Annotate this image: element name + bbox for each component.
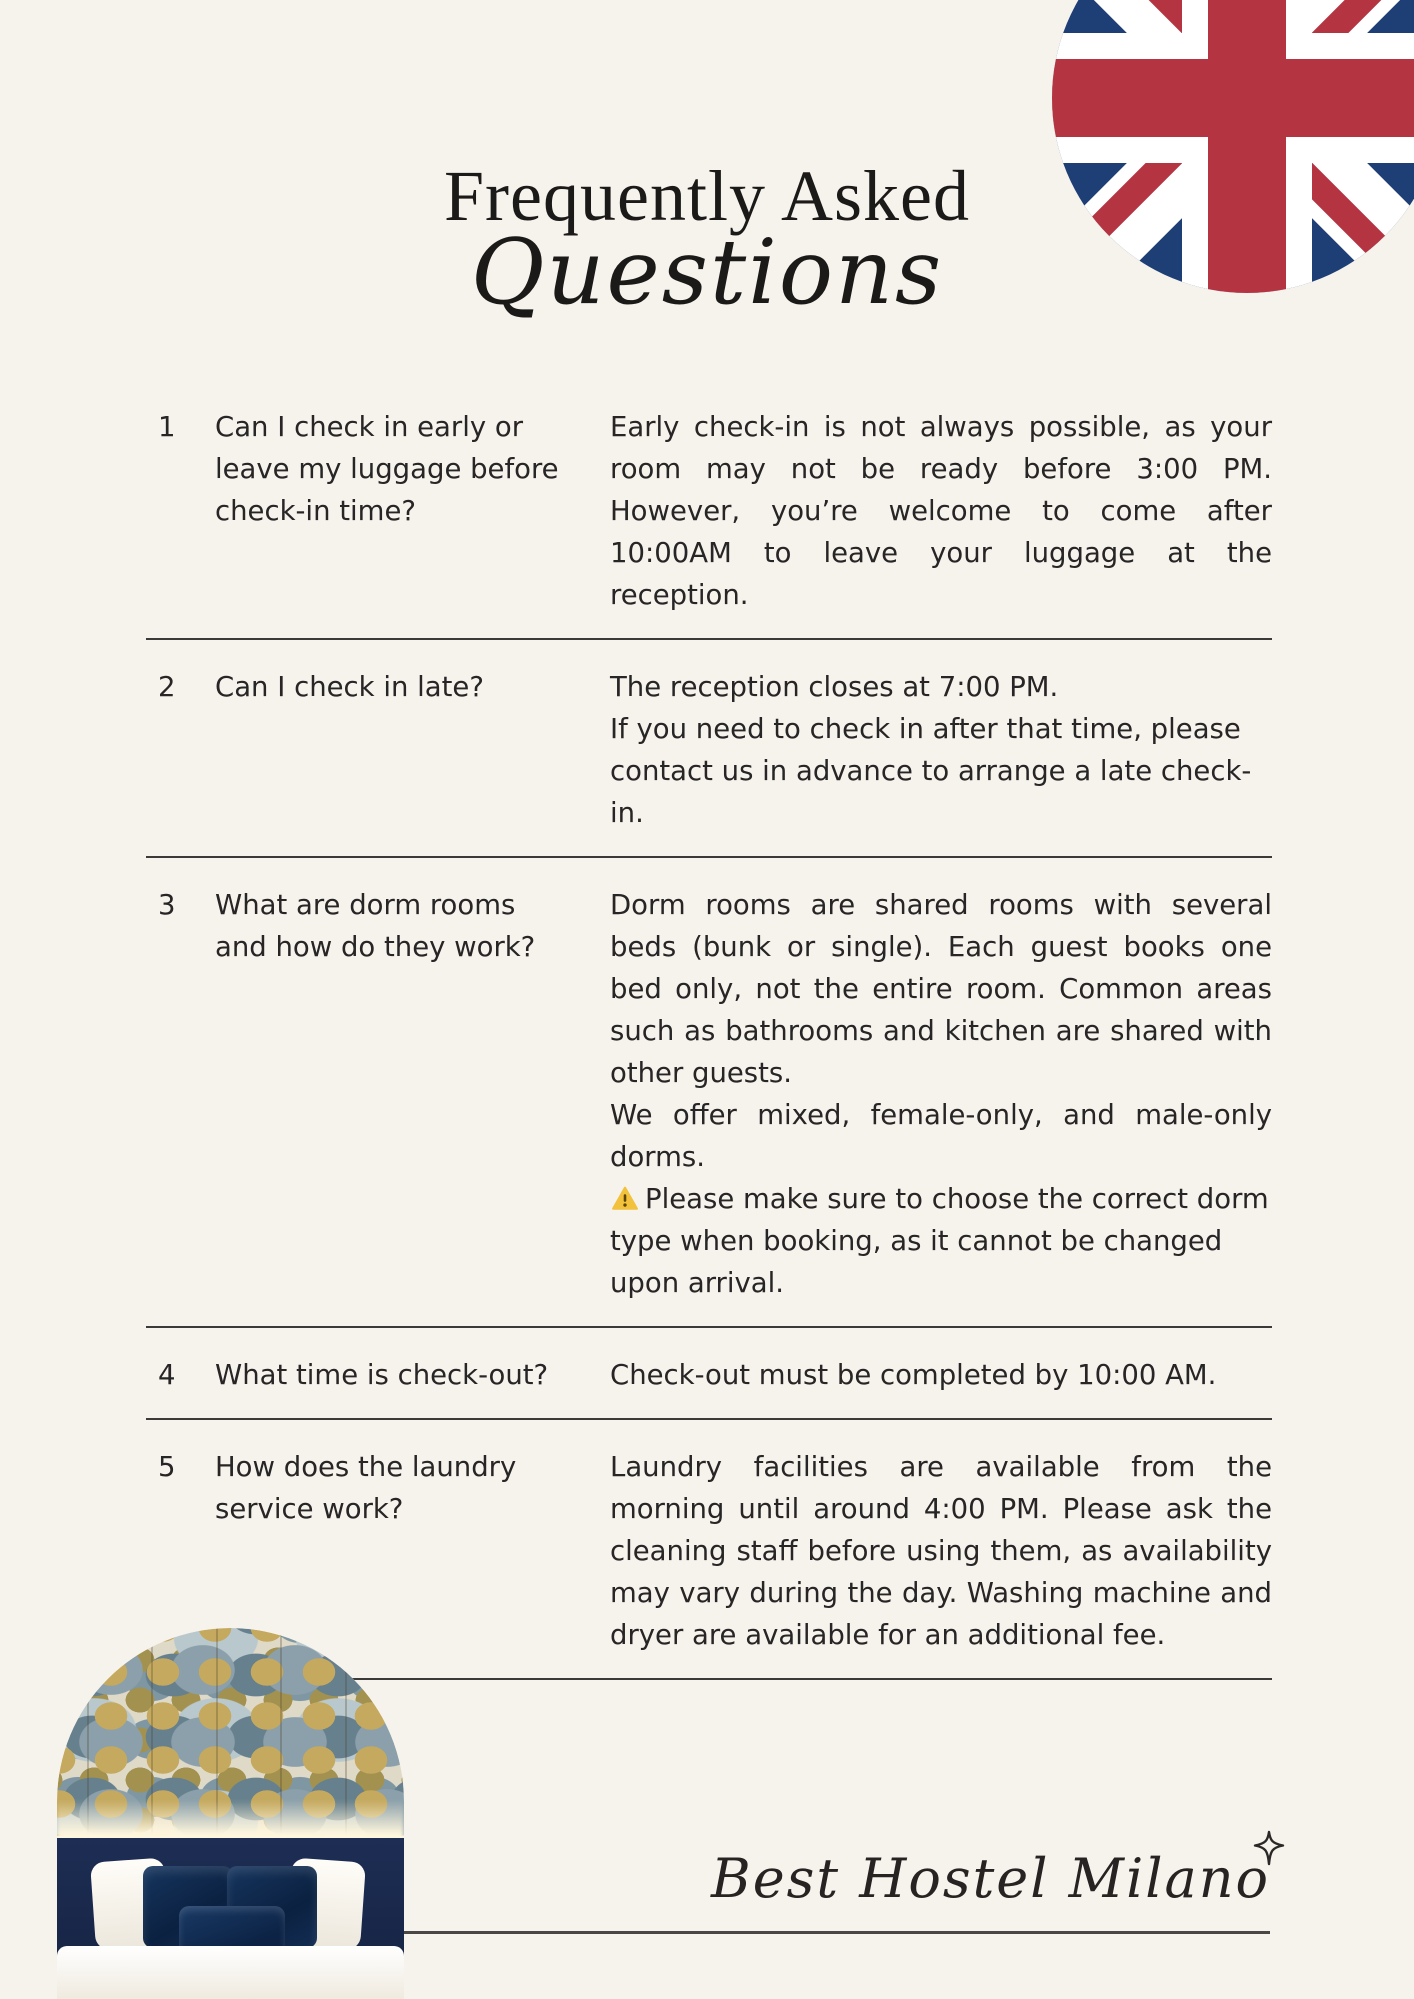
faq-answer-paragraph: The reception closes at 7:00 PM.	[610, 671, 1059, 703]
faq-row	[146, 1420, 1272, 1680]
faq-number: 5	[158, 1451, 176, 1483]
faq-number: 2	[158, 671, 176, 703]
faq-question: What are dorm rooms and how do they work?	[215, 889, 536, 963]
faq-question: Can I check in early or leave my luggage before check-in time?	[215, 411, 559, 527]
faq-answer-paragraph: Check-out must be completed by 10:00 AM.	[610, 1359, 1217, 1391]
page-title: Frequently Asked	[444, 156, 970, 236]
faq-row	[146, 380, 1272, 640]
faq-answer-paragraph: Dorm rooms are shared rooms with several beds (bunk or single). Each guest books one bed only, not the entire room. Common areas such as bathrooms and kitchen are shared with other guests.	[610, 889, 1272, 1089]
faq-answer	[610, 1354, 1272, 1396]
faq-answer-paragraph: Early check-in is not always possible, as your room may not be ready before 3:00 PM. However, you’re welcome to come after 10:00AM to leave your luggage at the reception.	[610, 411, 1272, 611]
bed-duvet	[57, 1946, 404, 1999]
faq-warning	[610, 1178, 1272, 1304]
faq-warning-text: Please make sure to choose the correct dorm type when booking, as it cannot be changed upon arrival.	[610, 1183, 1269, 1299]
faq-row	[146, 1328, 1272, 1420]
faq-number: 3	[158, 889, 176, 921]
faq-answer	[610, 406, 1272, 616]
faq-number: 4	[158, 1359, 176, 1391]
faq-answer	[610, 884, 1272, 1304]
faq-answer	[610, 666, 1272, 834]
faq-answer-paragraph: Laundry facilities are available from the morning until around 4:00 PM. Please ask the cleaning staff before using them, as availability may vary during the day. Washing machine and dryer are available for an additional fee.	[610, 1451, 1272, 1651]
uk-flag-icon	[1052, 0, 1414, 293]
faq-table	[146, 380, 1272, 1680]
brand-signature	[711, 1847, 1270, 1910]
faq-answer-paragraph: We offer mixed, female-only, and male-only dorms.	[610, 1099, 1272, 1173]
faq-row	[146, 640, 1272, 858]
faq-answer-paragraph: If you need to check in after that time, please contact us in advance to arrange a late check-in.	[610, 713, 1252, 829]
headboard-light-glow	[57, 1800, 404, 1842]
faq-question: What time is check-out?	[215, 1359, 549, 1391]
room-photo	[57, 1628, 404, 1999]
page-title-script: Questions	[470, 220, 944, 325]
faq-question: How does the laundry service work?	[215, 1451, 517, 1525]
faq-question: Can I check in late?	[215, 671, 484, 703]
faq-number: 1	[158, 411, 176, 443]
brand-name: Best Hostel Milano	[711, 1847, 1270, 1910]
sparkle-icon	[1252, 1830, 1286, 1866]
faq-row	[146, 858, 1272, 1328]
faq-answer	[610, 1446, 1272, 1656]
signature-divider	[300, 1931, 1270, 1934]
warning-icon	[610, 1185, 640, 1212]
